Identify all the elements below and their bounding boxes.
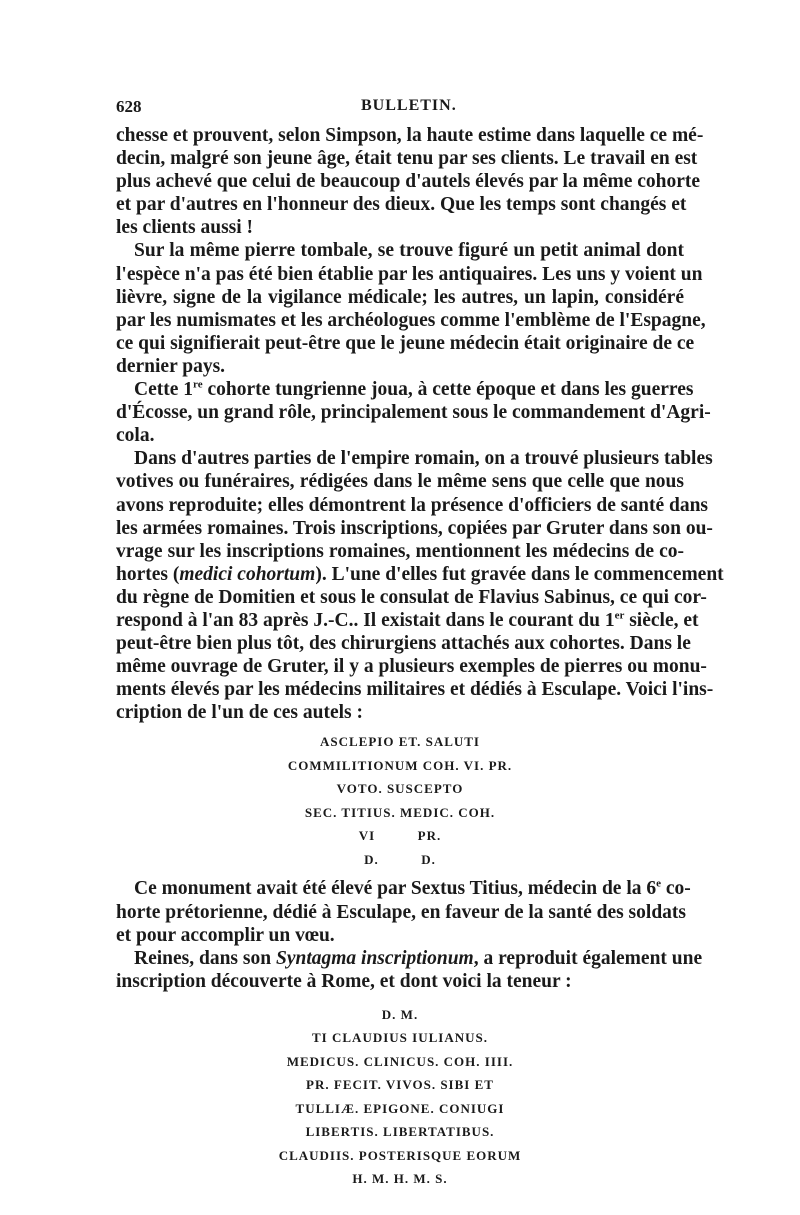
text-line: les clients aussi ! xyxy=(116,217,254,239)
text-line: par les numismates et les archéologues comme l'emblème de l'Espagne, xyxy=(116,309,706,331)
text-line: votives ou funéraires, rédigées dans le même sens que celle que nous xyxy=(116,471,684,493)
paragraph-6 xyxy=(116,947,703,993)
text-line: ce qui signifierait peut-être que le jeune médecin était originaire de ce xyxy=(116,332,695,354)
text-line: Ce monument avait été élevé par Sextus Titius, médecin de la 6e co- xyxy=(134,877,691,900)
inscription-line: H. M. H. M. S. xyxy=(352,1171,448,1187)
text-line: ments élevés par les médecins militaires et dédiés à Esculape. Voici l'ins- xyxy=(116,679,714,701)
text-line: cola. xyxy=(116,425,155,447)
page-number: 628 xyxy=(116,97,142,116)
paragraph-3 xyxy=(116,378,711,447)
inscription-line: LIBERTIS. LIBERTATIBUS. xyxy=(305,1124,495,1140)
inscription-line: VOTO. SUSCEPTO xyxy=(336,781,464,797)
text-line: hortes (medici cohortum). L'une d'elles fut gravée dans le commencement xyxy=(116,563,724,585)
text-line: peut-être bien plus tôt, des chirurgiens attachés aux cohortes. Dans le xyxy=(116,633,691,655)
page-header xyxy=(116,97,684,123)
text-line: avons reproduite; elles démontrent la présence d'officiers de santé dans xyxy=(116,494,708,516)
text-line: du règne de Domitien et sous le consulat de Flavius Sabinus, ce qui cor- xyxy=(116,586,707,608)
text-line: horte prétorienne, dédié à Esculape, en faveur de la santé des soldats xyxy=(116,901,686,923)
inscription-line: TULLIÆ. EPIGONE. CONIUGI xyxy=(295,1100,505,1116)
paragraph-5 xyxy=(116,877,691,946)
text-line: Sur la même pierre tombale, se trouve figuré un petit animal dont xyxy=(134,240,684,262)
text-line: d'Écosse, un grand rôle, principalement sous le commandement d'Agri- xyxy=(116,402,711,424)
text-line: Reines, dans son Syntagma inscriptionum, a reproduit également une xyxy=(134,947,703,969)
inscription-line: MEDICUS. CLINICUS. COH. IIII. xyxy=(286,1053,514,1069)
text-line: même ouvrage de Gruter, il y a plusieurs exemples de pierres ou monu- xyxy=(116,656,707,678)
inscription-line: COMMILITIONUM COH. VI. PR. xyxy=(287,757,513,773)
text-line: plus achevé que celui de beaucoup d'autels élevés par la même cohorte xyxy=(116,171,701,193)
paragraph-4 xyxy=(116,447,724,724)
inscription-claudius xyxy=(116,1003,684,1191)
text-line: les armées romaines. Trois inscriptions, copiées par Gruter dans son ou- xyxy=(116,517,713,539)
text-line: vrage sur les inscriptions romaines, mentionnent les médecins de co- xyxy=(116,540,684,562)
paragraph-1 xyxy=(116,124,704,239)
inscription-line: TI CLAUDIUS IULIANUS. xyxy=(312,1030,488,1046)
text-line: lièvre, signe de la vigilance médicale; les autres, un lapin, considéré xyxy=(116,286,684,308)
inscription-line: ASCLEPIO ET. SALUTI xyxy=(320,734,480,750)
inscription-line: PR. FECIT. VIVOS. SIBI ET xyxy=(306,1077,494,1093)
inscription-line: VI PR. xyxy=(358,828,442,844)
text-line: Cette 1re cohorte tungrienne joua, à cette époque et dans les guerres xyxy=(134,378,694,401)
text-line: dernier pays. xyxy=(116,355,226,377)
body-text xyxy=(116,124,724,1197)
inscription-line: CLAUDIIS. POSTERISQUE EORUM xyxy=(278,1147,522,1163)
text-line: chesse et prouvent, selon Simpson, la haute estime dans laquelle ce mé- xyxy=(116,125,704,146)
inscription-line: D. D. xyxy=(364,851,436,867)
text-line: Dans d'autres parties de l'empire romain, on a trouvé plusieurs tables xyxy=(134,448,713,470)
text-line: inscription découverte à Rome, et dont voici la teneur : xyxy=(116,970,572,992)
running-head: BULLETIN. xyxy=(361,97,457,114)
paragraph-2 xyxy=(116,239,706,378)
text-line: decin, malgré son jeune âge, était tenu par ses clients. Le travail en est xyxy=(116,148,698,170)
text-line: respond à l'an 83 après J.-C.. Il existait dans le courant du 1er siècle, et xyxy=(116,609,699,631)
text-line: et par d'autres en l'honneur des dieux. Que les temps sont changés et xyxy=(116,194,687,216)
inscription-line: D. M. xyxy=(381,1006,419,1022)
inscription-asclepio xyxy=(116,730,684,871)
text-line: l'espèce n'a pas été bien établie par les antiquaires. Les uns y voient un xyxy=(116,263,703,285)
inscription-line: SEC. TITIUS. MEDIC. COH. xyxy=(304,804,496,820)
text-line: cription de l'un de ces autels : xyxy=(116,702,363,724)
text-line: et pour accomplir un vœu. xyxy=(116,924,335,946)
